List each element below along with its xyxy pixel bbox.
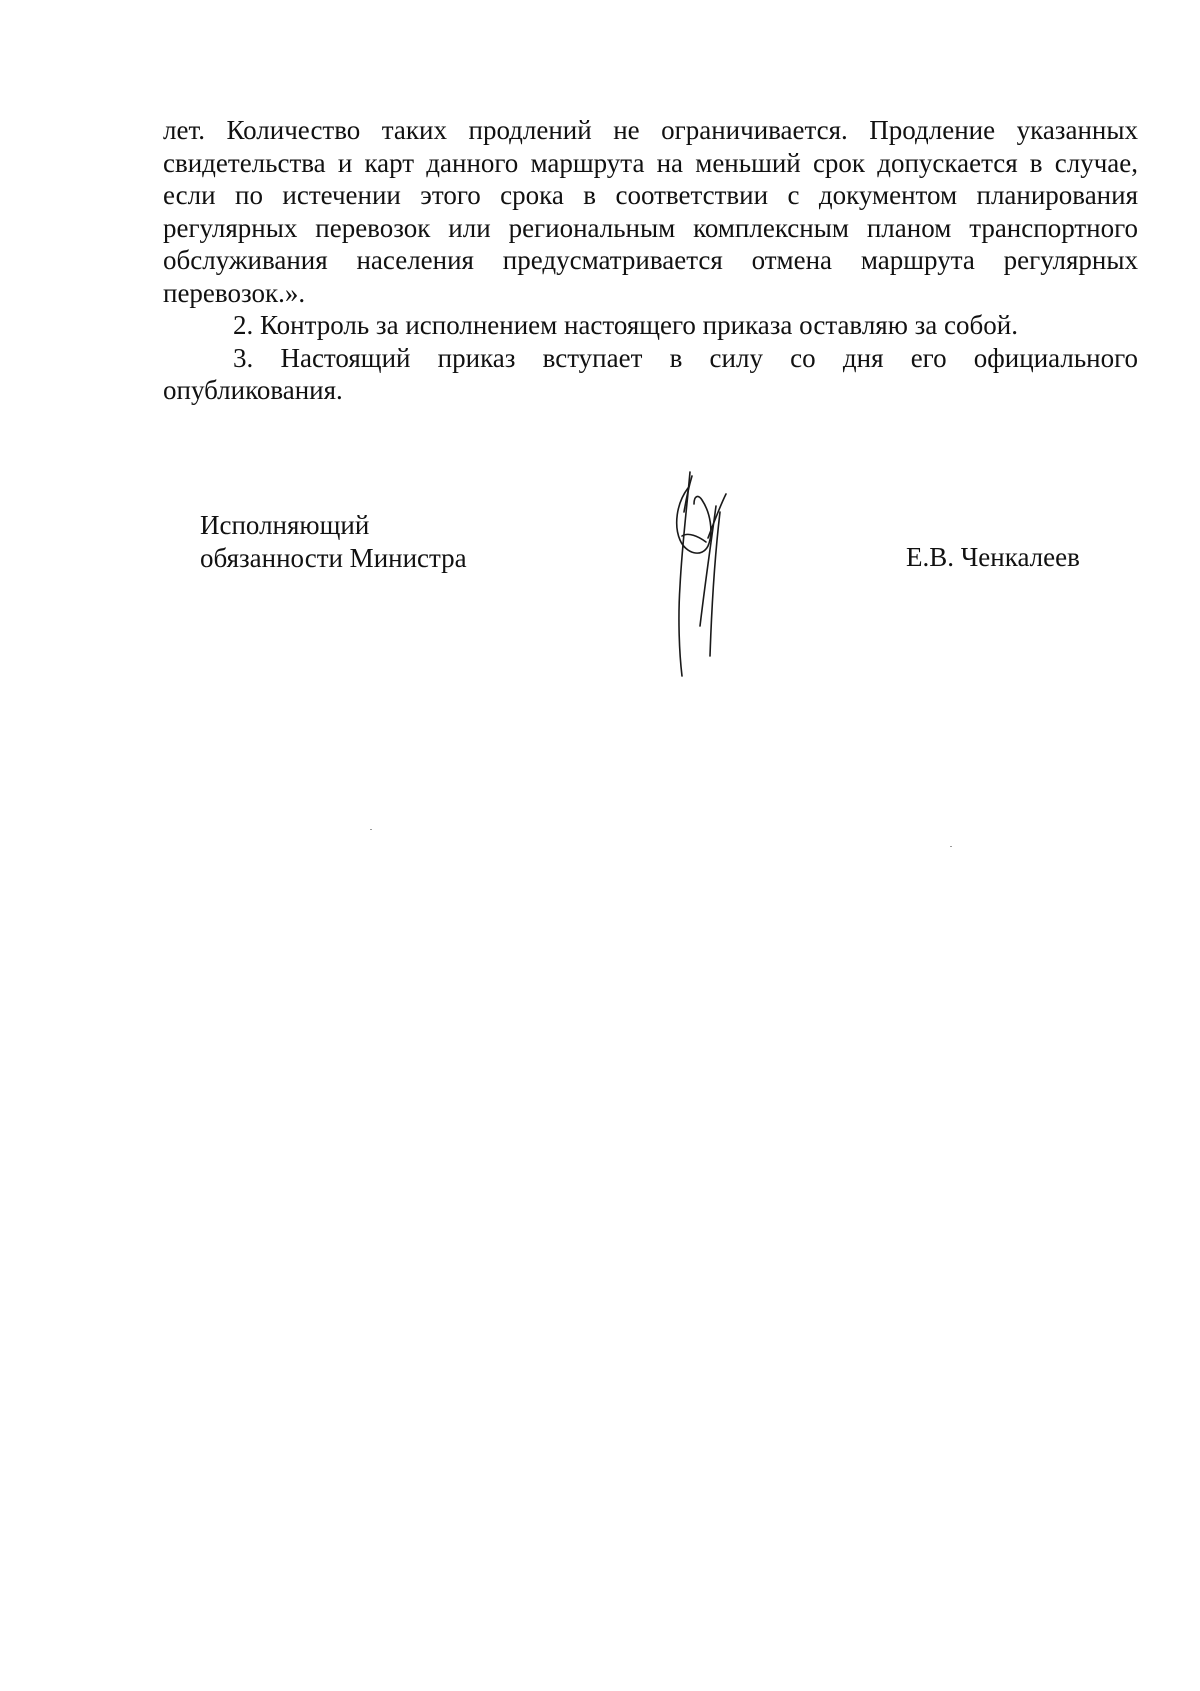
signatory-position-line-2: обязанности Министра bbox=[200, 542, 467, 573]
document-body bbox=[163, 114, 1138, 407]
scan-speck bbox=[370, 829, 372, 830]
paragraph-item-3: 3. Настоящий приказ вступает в силу со дня его официального опубликования. bbox=[163, 342, 1138, 405]
signatory-position bbox=[200, 509, 467, 574]
scan-speck bbox=[950, 846, 952, 847]
paragraph-continuation: лет. Количество таких продлений не ограничивается. Продление указанных свидетельства и карт данного маршрута на меньший срок допускается в случае, если по истечении этого срока в соответствии с документом планирования регулярных перевозок или региональным комплексным планом транспортного обслуживания населения предусматривается отмена маршрута регулярных перевозок.». bbox=[163, 115, 1138, 308]
paragraph-item-2: 2. Контроль за исполнением настоящего приказа оставляю за собой. bbox=[233, 310, 1018, 340]
signatory-position-line-1: Исполняющий bbox=[200, 510, 370, 540]
signatory-name: Е.В. Ченкалеев bbox=[906, 542, 1080, 572]
handwritten-signature bbox=[668, 466, 748, 686]
